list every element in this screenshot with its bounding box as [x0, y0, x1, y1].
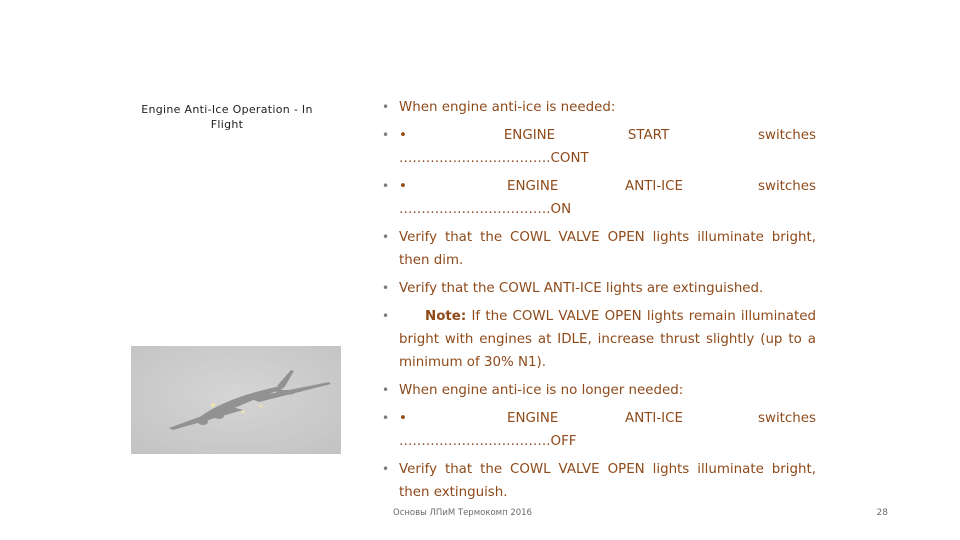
bullet-line-2: …………………………….ON — [399, 202, 572, 217]
bullet-text: Verify that the COWL ANTI-ICE lights are extinguished. — [399, 281, 764, 296]
bullet-line-2: …………………………….OFF — [399, 434, 577, 449]
bullet-text: Verify that the COWL VALVE OPEN lights illuminate bright, then extinguish. — [399, 462, 816, 500]
procedure-bullet-list — [382, 96, 816, 509]
bullet-note — [382, 305, 816, 374]
page-number: 28 — [876, 508, 888, 518]
bullet-text: Verify that the COWL VALVE OPEN lights illuminate bright, then dim. — [399, 230, 816, 268]
bullet-text: When engine anti-ice is needed: — [399, 100, 616, 115]
slide-footer: Основы ЛПиМ Термокомп 2016 — [393, 508, 532, 518]
bullet-engine-anti-ice-off — [382, 407, 816, 453]
bullet-line-1: • ENGINE START switches — [399, 128, 816, 143]
bullet-line-1: • ENGINE ANTI-ICE switches — [399, 179, 816, 194]
bullet-verify-cowl-valve-extinguish — [382, 458, 816, 504]
bullet-anti-ice-needed — [382, 96, 816, 119]
bullet-line-2: …………………………….CONT — [399, 151, 589, 166]
bullet-engine-anti-ice-on — [382, 175, 816, 221]
slide-title: Engine Anti-Ice Operation - In Flight — [141, 103, 313, 131]
bullet-engine-start-cont — [382, 124, 816, 170]
bullet-verify-cowl-valve-dim — [382, 226, 816, 272]
airplane-in-fog-photo — [131, 346, 341, 454]
bullet-text: When engine anti-ice is no longer needed: — [399, 383, 684, 398]
bullet-verify-cowl-anti-ice — [382, 277, 816, 300]
bullet-line-1: • ENGINE ANTI-ICE switches — [399, 411, 816, 426]
note-label: Note: — [425, 309, 467, 324]
bullet-anti-ice-no-longer-needed — [382, 379, 816, 402]
bullet-text: If the COWL VALVE OPEN lights remain illuminated bright with engines at IDLE, increase thrust slightly (up to a minimum of 30% N1). — [399, 309, 816, 370]
